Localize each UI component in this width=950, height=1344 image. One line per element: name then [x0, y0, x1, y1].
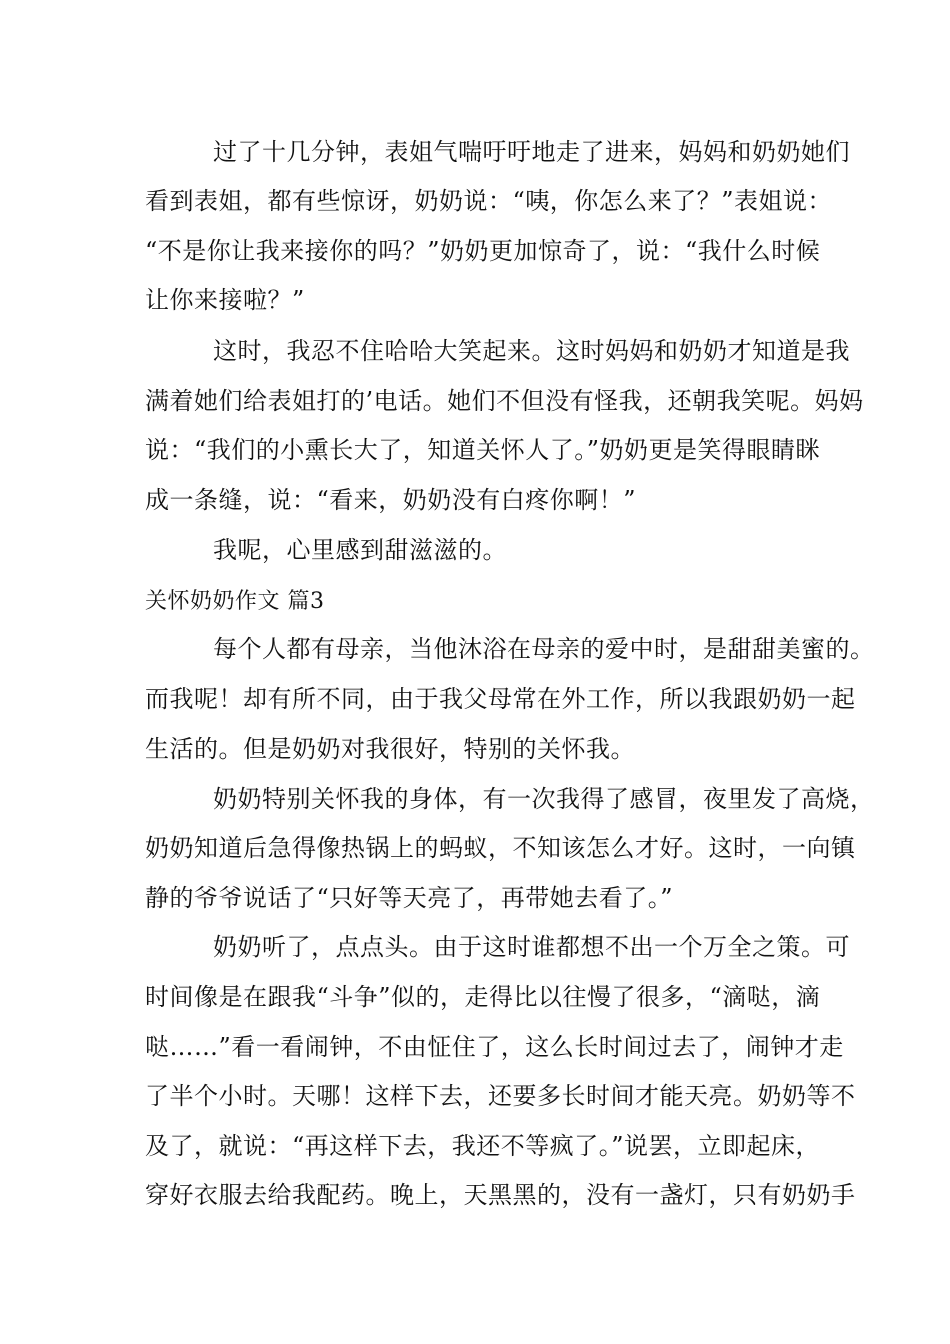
paragraph-line: 生活的。但是奶奶对我很好，特别的关怀我。	[145, 735, 635, 763]
paragraph-line: 奶奶特别关怀我的身体，有一次我得了感冒，夜里发了高烧，	[213, 785, 875, 813]
section-heading: 关怀奶奶作文 篇3	[145, 589, 325, 614]
paragraph-line: 而我呢！却有所不同，由于我父母常在外工作，所以我跟奶奶一起	[145, 685, 856, 713]
paragraph-line: 穿好衣服去给我配药。晚上，天黑黑的，没有一盏灯，只有奶奶手	[145, 1181, 856, 1209]
paragraph-line: 过了十几分钟，表姐气喘吁吁地走了进来，妈妈和奶奶她们	[213, 138, 850, 166]
paragraph-line: 奶奶知道后急得像热锅上的蚂蚁，不知该怎么才好。这时，一向镇	[145, 834, 856, 862]
paragraph-line: “不是你让我来接你的吗？”奶奶更加惊奇了，说：“我什么时候	[145, 237, 821, 265]
paragraph-line: 了半个小时。天哪！这样下去，还要多长时间才能天亮。奶奶等不	[145, 1082, 856, 1110]
paragraph-line: 每个人都有母亲，当他沐浴在母亲的爱中时，是甜甜美蜜的。	[213, 635, 875, 663]
paragraph-line: 满着她们给表姐打的’电话。她们不但没有怪我，还朝我笑呢。妈妈	[145, 387, 864, 415]
paragraph-line: 我呢，心里感到甜滋滋的。	[213, 536, 507, 564]
paragraph-line: 及了，就说：“再这样下去，我还不等疯了。”说罢，立即起床，	[145, 1132, 821, 1160]
paragraph-line: 看到表姐，都有些惊讶，奶奶说：“咦，你怎么来了？”表姐说：	[145, 187, 833, 215]
paragraph-line: 这时，我忍不住哈哈大笑起来。这时妈妈和奶奶才知道是我	[213, 337, 850, 365]
paragraph-line: 时间像是在跟我“斗争”似的，走得比以往慢了很多，“滴哒，滴	[145, 983, 821, 1011]
paragraph-line: 成一条缝，说：“看来，奶奶没有白疼你啊！”	[145, 486, 637, 514]
paragraph-line: 让你来接啦？”	[145, 286, 305, 314]
paragraph-line: 奶奶听了，点点头。由于这时谁都想不出一个万全之策。可	[213, 933, 850, 961]
paragraph-line: 说：“我们的小熏长大了，知道关怀人了。”奶奶更是笑得眼睛眯	[145, 436, 821, 464]
paragraph-line: 静的爷爷说话了“只好等天亮了，再带她去看了。”	[145, 884, 674, 912]
paragraph-line: 哒……”看一看闹钟，不由怔住了，这么长时间过去了，闹钟才走	[145, 1033, 844, 1061]
